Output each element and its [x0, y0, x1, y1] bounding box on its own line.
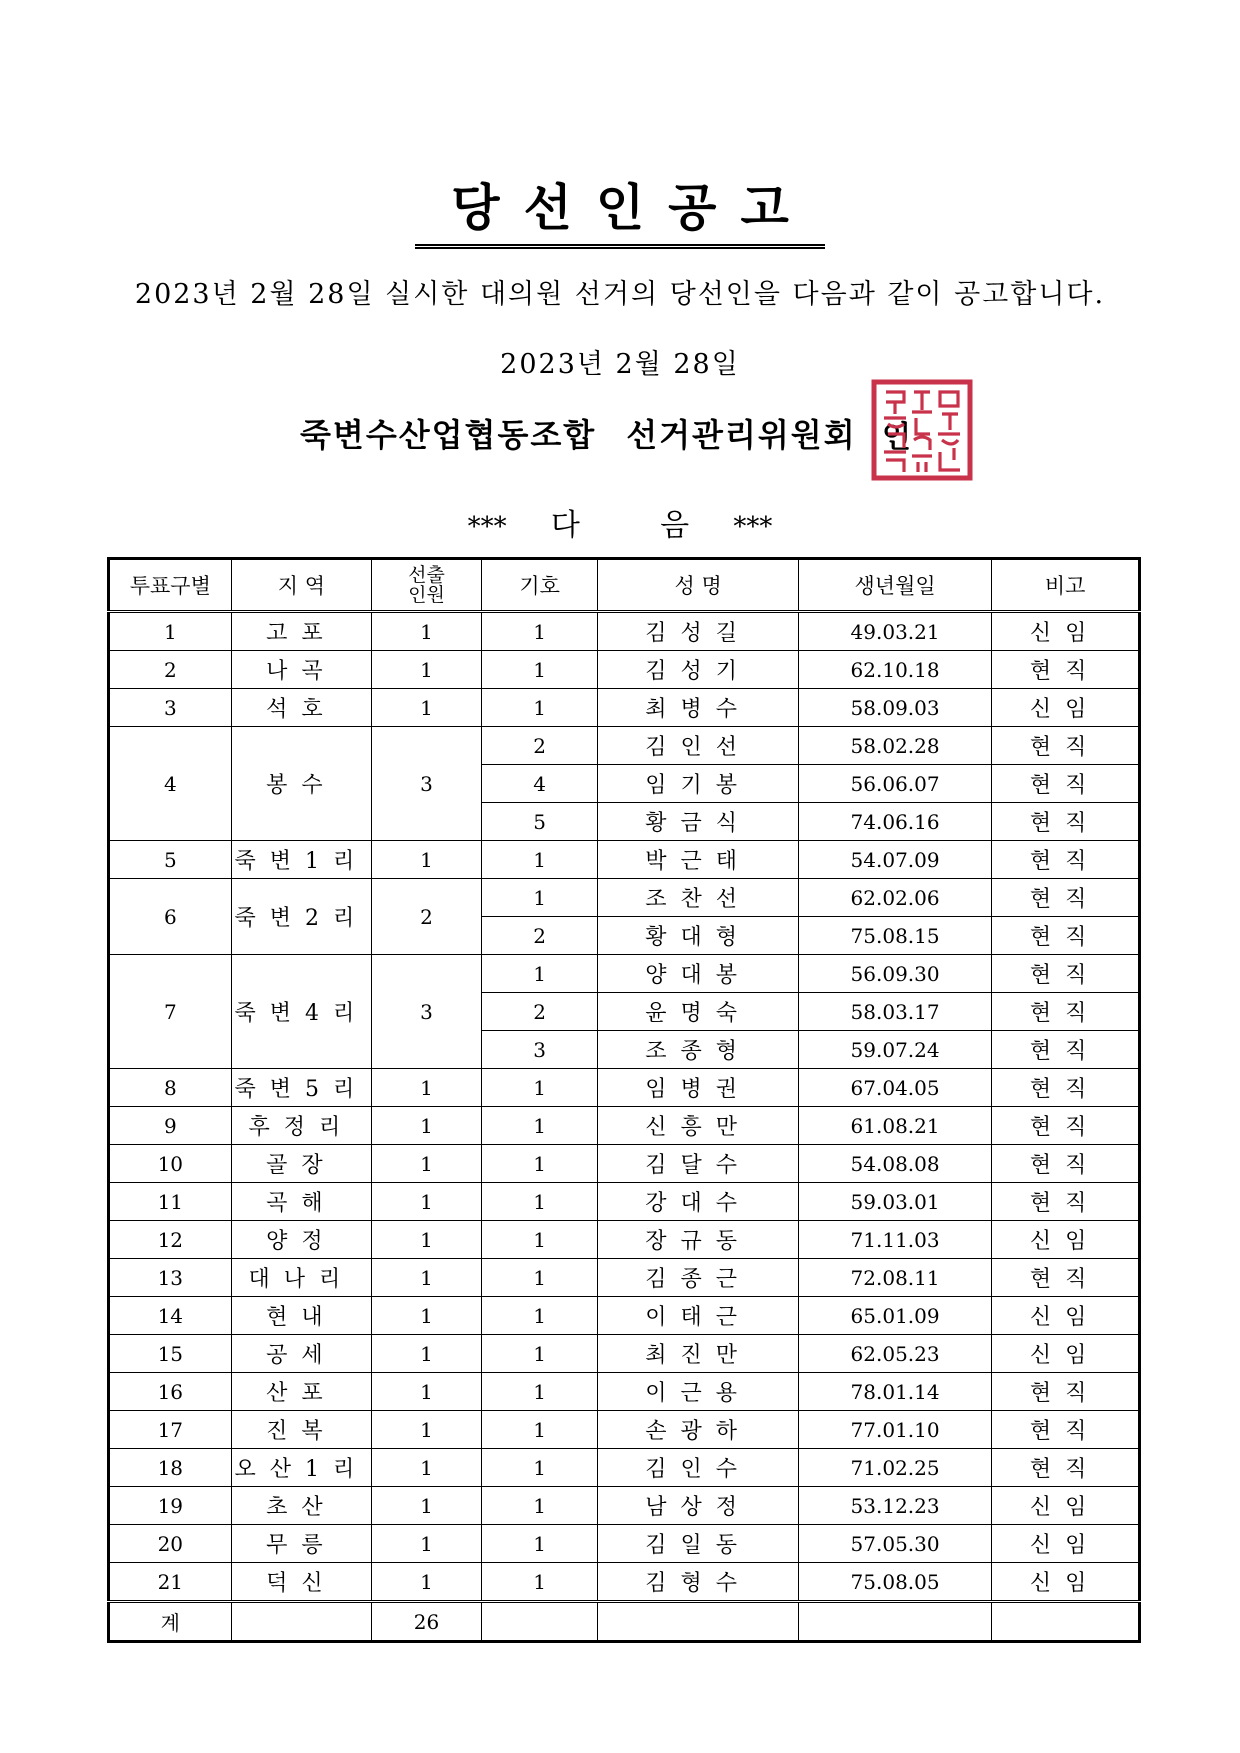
- district-no-cell: 13: [109, 1259, 232, 1297]
- birth-cell: 58.03.17: [798, 993, 992, 1031]
- symbol-cell: 1: [481, 651, 598, 689]
- remark-cell: 현직: [992, 841, 1140, 879]
- region-cell: 양정: [231, 1221, 372, 1259]
- table-row: [109, 689, 1140, 727]
- total-empty-symbol: [481, 1602, 598, 1642]
- header-elected-count: [372, 559, 482, 612]
- remark-cell: 신임: [992, 1221, 1140, 1259]
- symbol-cell: 1: [481, 612, 598, 651]
- table-row: [109, 1449, 1140, 1487]
- district-no-cell: 8: [109, 1069, 232, 1107]
- title-wrap: [0, 168, 1240, 249]
- name-cell: 김성길: [598, 612, 798, 651]
- elected-count-cell: 1: [372, 1183, 482, 1221]
- header-symbol: 기호: [481, 559, 598, 612]
- birth-cell: 75.08.15: [798, 917, 992, 955]
- table-row: [109, 1411, 1140, 1449]
- table-row: [109, 1107, 1140, 1145]
- remark-cell: 현직: [992, 879, 1140, 917]
- name-cell: 이근용: [598, 1373, 798, 1411]
- birth-cell: 49.03.21: [798, 612, 992, 651]
- remark-cell: 현직: [992, 1259, 1140, 1297]
- elected-count-cell: 1: [372, 689, 482, 727]
- name-cell: 손광하: [598, 1411, 798, 1449]
- birth-cell: 58.09.03: [798, 689, 992, 727]
- table-row: [109, 1335, 1140, 1373]
- remark-cell: 현직: [992, 1411, 1140, 1449]
- remark-cell: 신임: [992, 1487, 1140, 1525]
- birth-cell: 56.06.07: [798, 765, 992, 803]
- name-cell: 강대수: [598, 1183, 798, 1221]
- birth-cell: 54.08.08: [798, 1145, 992, 1183]
- symbol-cell: 1: [481, 1069, 598, 1107]
- symbol-cell: 1: [481, 689, 598, 727]
- table-row: [109, 841, 1140, 879]
- name-cell: 최병수: [598, 689, 798, 727]
- birth-cell: 59.03.01: [798, 1183, 992, 1221]
- header-region: 지 역: [231, 559, 372, 612]
- birth-cell: 67.04.05: [798, 1069, 992, 1107]
- notice-heading: [0, 500, 1240, 544]
- birth-cell: 72.08.11: [798, 1259, 992, 1297]
- issuer: [300, 410, 857, 456]
- name-cell: 김달수: [598, 1145, 798, 1183]
- seal-mark: 인: [882, 420, 911, 455]
- elected-count-cell: 1: [372, 1373, 482, 1411]
- birth-cell: 65.01.09: [798, 1297, 992, 1335]
- birth-cell: 71.02.25: [798, 1449, 992, 1487]
- symbol-cell: 4: [481, 765, 598, 803]
- symbol-cell: 1: [481, 1145, 598, 1183]
- page-title: 당선인공고: [415, 168, 825, 249]
- table-header-row: [109, 559, 1140, 612]
- header-name: 성 명: [598, 559, 798, 612]
- region-cell: 산포: [231, 1373, 372, 1411]
- district-no-cell: 19: [109, 1487, 232, 1525]
- birth-cell: 62.02.06: [798, 879, 992, 917]
- elected-count-cell: 1: [372, 651, 482, 689]
- total-label: 계: [109, 1602, 232, 1642]
- district-no-cell: 12: [109, 1221, 232, 1259]
- elected-count-cell: 1: [372, 841, 482, 879]
- table-row: [109, 1259, 1140, 1297]
- notice-word-1: 다: [550, 508, 580, 543]
- remark-cell: 신임: [992, 1297, 1140, 1335]
- birth-cell: 54.07.09: [798, 841, 992, 879]
- elected-count-cell: 1: [372, 1449, 482, 1487]
- name-cell: 김인수: [598, 1449, 798, 1487]
- symbol-cell: 3: [481, 1031, 598, 1069]
- birth-cell: 78.01.14: [798, 1373, 992, 1411]
- name-cell: 이태근: [598, 1297, 798, 1335]
- remark-cell: 현직: [992, 651, 1140, 689]
- elected-count-cell: 1: [372, 1411, 482, 1449]
- region-cell: 초산: [231, 1487, 372, 1525]
- region-cell: 죽변4리: [231, 955, 372, 1069]
- remark-cell: 신임: [992, 689, 1140, 727]
- elected-count-cell: 3: [372, 955, 482, 1069]
- birth-cell: 62.05.23: [798, 1335, 992, 1373]
- table-row: [109, 1221, 1140, 1259]
- name-cell: 조찬선: [598, 879, 798, 917]
- birth-cell: 56.09.30: [798, 955, 992, 993]
- region-cell: 덕신: [231, 1563, 372, 1602]
- total-empty-remark: [992, 1602, 1140, 1642]
- remark-cell: 현직: [992, 803, 1140, 841]
- name-cell: 박근태: [598, 841, 798, 879]
- total-count: 26: [372, 1602, 482, 1642]
- region-cell: 후정리: [231, 1107, 372, 1145]
- elected-count-cell: 1: [372, 1487, 482, 1525]
- table-row: [109, 1069, 1140, 1107]
- symbol-cell: 2: [481, 727, 598, 765]
- district-no-cell: 21: [109, 1563, 232, 1602]
- table-row: [109, 612, 1140, 651]
- symbol-cell: 1: [481, 1563, 598, 1602]
- district-no-cell: 10: [109, 1145, 232, 1183]
- remark-cell: 현직: [992, 1183, 1140, 1221]
- region-cell: 고포: [231, 612, 372, 651]
- region-cell: 봉수: [231, 727, 372, 841]
- region-cell: 현내: [231, 1297, 372, 1335]
- symbol-cell: 1: [481, 1373, 598, 1411]
- symbol-cell: 1: [481, 1183, 598, 1221]
- symbol-cell: 2: [481, 917, 598, 955]
- table-row: [109, 727, 1140, 765]
- symbol-cell: 1: [481, 1411, 598, 1449]
- remark-cell: 신임: [992, 1335, 1140, 1373]
- district-no-cell: 20: [109, 1525, 232, 1563]
- symbol-cell: 1: [481, 1525, 598, 1563]
- notice-word-2: 음: [660, 508, 690, 543]
- name-cell: 김성기: [598, 651, 798, 689]
- remark-cell: 신임: [992, 1525, 1140, 1563]
- district-no-cell: 6: [109, 879, 232, 955]
- table-row: [109, 955, 1140, 993]
- notice-stars-right: ***: [733, 512, 773, 542]
- name-cell: 최진만: [598, 1335, 798, 1373]
- symbol-cell: 1: [481, 879, 598, 917]
- elected-count-cell: 1: [372, 1335, 482, 1373]
- elected-count-cell: 1: [372, 1525, 482, 1563]
- birth-cell: 77.01.10: [798, 1411, 992, 1449]
- issuer-org: 죽변수산업협동조합: [300, 416, 597, 454]
- birth-cell: 62.10.18: [798, 651, 992, 689]
- name-cell: 신흥만: [598, 1107, 798, 1145]
- name-cell: 황대형: [598, 917, 798, 955]
- region-cell: 죽변1리: [231, 841, 372, 879]
- name-cell: 임기봉: [598, 765, 798, 803]
- birth-cell: 58.02.28: [798, 727, 992, 765]
- elected-count-cell: 1: [372, 1259, 482, 1297]
- symbol-cell: 1: [481, 1487, 598, 1525]
- elected-count-cell: 3: [372, 727, 482, 841]
- remark-cell: 현직: [992, 1449, 1140, 1487]
- intro-text: 2023년 2월 28일 실시한 대의원 선거의 당선인을 다음과 같이 공고합니다.: [134, 279, 1106, 310]
- remark-cell: 현직: [992, 955, 1140, 993]
- district-no-cell: 15: [109, 1335, 232, 1373]
- elected-count-cell: 1: [372, 1145, 482, 1183]
- table-row: [109, 1373, 1140, 1411]
- symbol-cell: 1: [481, 1107, 598, 1145]
- remark-cell: 신임: [992, 1563, 1140, 1602]
- birth-cell: 74.06.16: [798, 803, 992, 841]
- district-no-cell: 3: [109, 689, 232, 727]
- birth-cell: 61.08.21: [798, 1107, 992, 1145]
- region-cell: 진복: [231, 1411, 372, 1449]
- remark-cell: 현직: [992, 917, 1140, 955]
- district-no-cell: 17: [109, 1411, 232, 1449]
- district-no-cell: 11: [109, 1183, 232, 1221]
- remark-cell: 현직: [992, 1145, 1140, 1183]
- elected-count-cell: 1: [372, 1069, 482, 1107]
- elected-count-cell: 1: [372, 612, 482, 651]
- remark-cell: 현직: [992, 1373, 1140, 1411]
- header-district-no: 투표구별: [109, 559, 232, 612]
- total-empty-region: [231, 1602, 372, 1642]
- elected-count-cell: 1: [372, 1107, 482, 1145]
- symbol-cell: 1: [481, 1297, 598, 1335]
- district-no-cell: 2: [109, 651, 232, 689]
- birth-cell: 59.07.24: [798, 1031, 992, 1069]
- notice-stars-left: ***: [467, 512, 507, 542]
- remark-cell: 현직: [992, 1069, 1140, 1107]
- symbol-cell: 1: [481, 1259, 598, 1297]
- table-row: [109, 1487, 1140, 1525]
- elected-count-cell: 2: [372, 879, 482, 955]
- district-no-cell: 14: [109, 1297, 232, 1335]
- district-no-cell: 5: [109, 841, 232, 879]
- name-cell: 남상정: [598, 1487, 798, 1525]
- district-no-cell: 9: [109, 1107, 232, 1145]
- region-cell: 석호: [231, 689, 372, 727]
- district-no-cell: 1: [109, 612, 232, 651]
- name-cell: 김형수: [598, 1563, 798, 1602]
- total-row: [109, 1602, 1140, 1642]
- district-no-cell: 16: [109, 1373, 232, 1411]
- elected-count-cell: 1: [372, 1563, 482, 1602]
- region-cell: 무릉: [231, 1525, 372, 1563]
- name-cell: 조종형: [598, 1031, 798, 1069]
- table-row: [109, 1563, 1140, 1602]
- name-cell: 황금식: [598, 803, 798, 841]
- region-cell: 오산1리: [231, 1449, 372, 1487]
- name-cell: 장규동: [598, 1221, 798, 1259]
- total-empty-birth: [798, 1602, 992, 1642]
- birth-cell: 71.11.03: [798, 1221, 992, 1259]
- name-cell: 김인선: [598, 727, 798, 765]
- birth-cell: 75.08.05: [798, 1563, 992, 1602]
- table-row: [109, 1525, 1140, 1563]
- symbol-cell: 5: [481, 803, 598, 841]
- name-cell: 임병권: [598, 1069, 798, 1107]
- remark-cell: 신임: [992, 612, 1140, 651]
- name-cell: 김일동: [598, 1525, 798, 1563]
- header-elected-line1: 선출: [408, 564, 445, 586]
- total-empty-name: [598, 1602, 798, 1642]
- header-elected-line2: 인원: [408, 584, 445, 606]
- remark-cell: 현직: [992, 765, 1140, 803]
- symbol-cell: 1: [481, 1335, 598, 1373]
- symbol-cell: 1: [481, 955, 598, 993]
- region-cell: 죽변5리: [231, 1069, 372, 1107]
- region-cell: 골장: [231, 1145, 372, 1183]
- district-no-cell: 7: [109, 955, 232, 1069]
- name-cell: 양대봉: [598, 955, 798, 993]
- announce-date: 2023년 2월 28일: [500, 349, 740, 380]
- elected-count-cell: 1: [372, 1297, 482, 1335]
- remark-cell: 현직: [992, 727, 1140, 765]
- name-cell: 김종근: [598, 1259, 798, 1297]
- symbol-cell: 1: [481, 841, 598, 879]
- table-row: [109, 1183, 1140, 1221]
- region-cell: 죽변2리: [231, 879, 372, 955]
- table-row: [109, 1145, 1140, 1183]
- table-row: [109, 1297, 1140, 1335]
- issuer-committee: 선거관리위원회: [626, 416, 857, 454]
- table-body: [109, 612, 1140, 1602]
- table-row: [109, 651, 1140, 689]
- remark-cell: 현직: [992, 1031, 1140, 1069]
- region-cell: 대나리: [231, 1259, 372, 1297]
- district-no-cell: 18: [109, 1449, 232, 1487]
- header-remark: 비고: [992, 559, 1140, 612]
- remark-cell: 현직: [992, 993, 1140, 1031]
- region-cell: 나곡: [231, 651, 372, 689]
- header-birth: 생년월일: [798, 559, 992, 612]
- symbol-cell: 2: [481, 993, 598, 1031]
- district-no-cell: 4: [109, 727, 232, 841]
- name-cell: 윤명숙: [598, 993, 798, 1031]
- elected-table: [107, 557, 1141, 1643]
- official-seal-stamp: [870, 378, 974, 482]
- symbol-cell: 1: [481, 1449, 598, 1487]
- birth-cell: 57.05.30: [798, 1525, 992, 1563]
- remark-cell: 현직: [992, 1107, 1140, 1145]
- table-row: [109, 879, 1140, 917]
- symbol-cell: 1: [481, 1221, 598, 1259]
- region-cell: 곡해: [231, 1183, 372, 1221]
- seal-glyphs: [884, 392, 960, 472]
- birth-cell: 53.12.23: [798, 1487, 992, 1525]
- elected-count-cell: 1: [372, 1221, 482, 1259]
- region-cell: 공세: [231, 1335, 372, 1373]
